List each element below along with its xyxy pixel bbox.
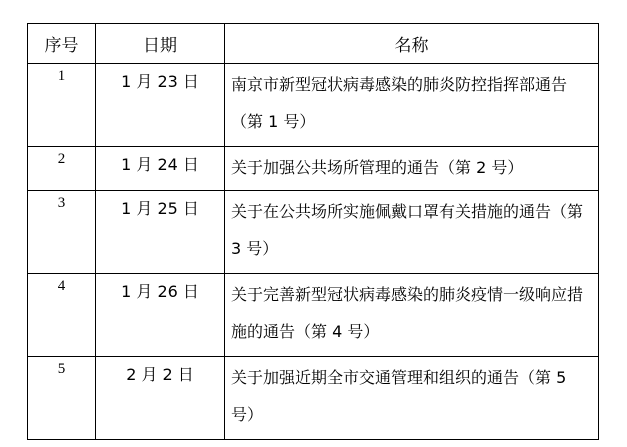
table-row [28, 64, 599, 147]
row-name: 关于完善新型冠状病毒感染的肺炎疫情一级响应措施的通告（第 4 号） [225, 274, 599, 357]
row-seq: 3 [28, 191, 96, 274]
row-seq: 4 [28, 274, 96, 357]
row-name: 关于加强近期全市交通管理和组织的通告（第 5 号） [225, 357, 599, 440]
header-seq: 序号 [28, 24, 96, 64]
header-date: 日期 [96, 24, 225, 64]
row-date: 1 月 24 日 [96, 147, 225, 191]
row-date: 1 月 26 日 [96, 274, 225, 357]
notices-table [27, 23, 599, 440]
row-seq: 5 [28, 357, 96, 440]
table-header-row [28, 24, 599, 64]
row-date: 1 月 23 日 [96, 64, 225, 147]
row-seq: 2 [28, 147, 96, 191]
row-seq: 1 [28, 64, 96, 147]
row-name: 关于在公共场所实施佩戴口罩有关措施的通告（第 3 号） [225, 191, 599, 274]
row-name: 南京市新型冠状病毒感染的肺炎防控指挥部通告（第 1 号） [225, 64, 599, 147]
header-name: 名称 [225, 24, 599, 64]
row-date: 1 月 25 日 [96, 191, 225, 274]
table-row [28, 147, 599, 191]
table-row [28, 274, 599, 357]
table-row [28, 191, 599, 274]
row-name: 关于加强公共场所管理的通告（第 2 号） [225, 147, 599, 191]
table-row [28, 357, 599, 440]
row-date: 2 月 2 日 [96, 357, 225, 440]
